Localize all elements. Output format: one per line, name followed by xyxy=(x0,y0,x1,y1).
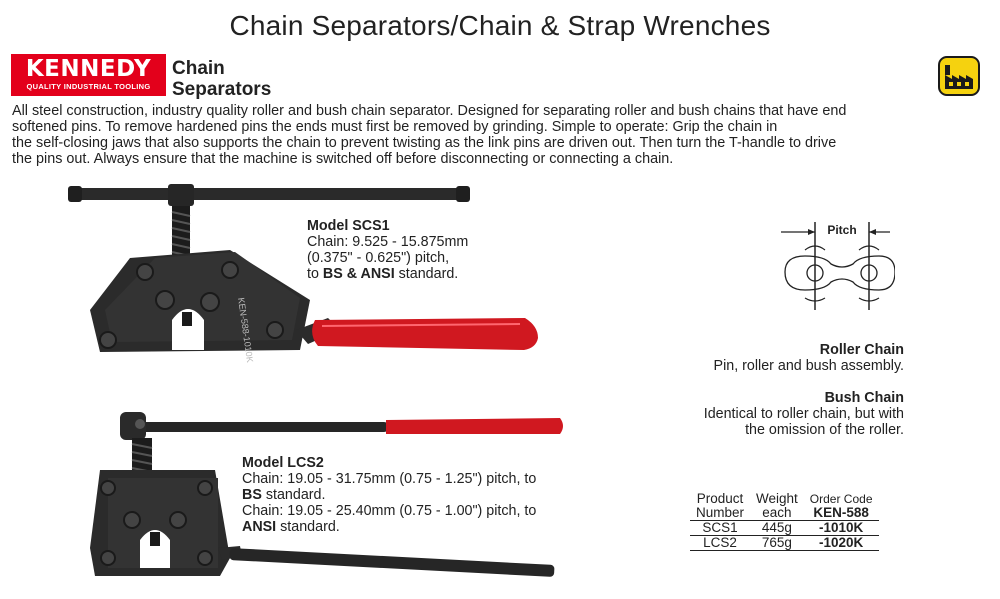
model-scs1-line: to BS & ANSI standard. xyxy=(307,266,459,282)
model-lcs2-title: Model LCS2 xyxy=(242,455,324,471)
model-scs1-line: Chain: 9.525 - 15.875mm xyxy=(307,234,469,250)
page-title: Chain Separators/Chain & Strap Wrenches xyxy=(229,10,771,41)
model-lcs2-line: Chain: 19.05 - 25.40mm (0.75 - 1.00") pitch, to xyxy=(242,503,537,519)
bush-chain-desc: the omission of the roller. xyxy=(745,422,904,438)
cell-product: SCS1 xyxy=(690,521,750,536)
cell-code: -1010K xyxy=(804,521,879,536)
bush-chain-title: Bush Chain xyxy=(824,390,904,406)
header-product: Product Number xyxy=(696,491,745,520)
model-lcs2-block xyxy=(242,455,536,535)
tool-engraving: KEN-588-1010K xyxy=(236,296,256,364)
roller-chain-block xyxy=(714,342,904,374)
model-lcs2-line: ANSI standard. xyxy=(242,519,340,535)
model-lcs2-line: BS standard. xyxy=(242,487,326,503)
table-row xyxy=(690,536,879,551)
logo-tagline: QUALITY INDUSTRIAL TOOLING xyxy=(26,82,151,91)
intro-line: the pins out. Always ensure that the machine is switched off before disconnecting or connecting a chain. xyxy=(12,151,674,167)
model-scs1-block xyxy=(307,218,468,282)
table-row xyxy=(690,521,879,536)
model-scs1-line: (0.375" - 0.625") pitch, xyxy=(307,250,450,266)
section-title-line1: Chain xyxy=(172,58,225,79)
roller-chain-title: Roller Chain xyxy=(819,342,904,358)
cell-code: -1020K xyxy=(804,536,879,551)
roller-chain-diagram xyxy=(775,220,895,320)
intro-line: softened pins. To remove hardened pins the ends must first be removed by grinding. Simple to operate: Grip the chain in xyxy=(12,119,778,135)
intro-line: All steel construction, industry quality roller and bush chain separator. Designed for separating roller and bush chains that have end xyxy=(12,103,847,119)
logo-brand: KENNEDY xyxy=(25,56,152,82)
intro-paragraph xyxy=(12,103,988,167)
scs1-tool-image xyxy=(60,180,550,370)
spec-table xyxy=(690,492,879,551)
pitch-label: Pitch xyxy=(827,223,857,237)
kennedy-logo xyxy=(11,54,166,96)
bush-chain-block xyxy=(704,390,904,438)
header-weight: Weight each xyxy=(756,491,798,520)
roller-chain-desc: Pin, roller and bush assembly. xyxy=(713,358,904,374)
cell-product: LCS2 xyxy=(690,536,750,551)
spec-table-header xyxy=(690,492,879,521)
cell-weight: 445g xyxy=(750,521,804,536)
model-scs1-title: Model SCS1 xyxy=(307,218,390,234)
intro-line: the self-closing jaws that also supports the chain to prevent twisting as the link pins are driven out. Then turn the T-handle to drive xyxy=(12,135,837,151)
section-title-line2: Separators xyxy=(172,79,272,100)
model-lcs2-line: Chain: 19.05 - 31.75mm (0.75 - 1.25") pitch, to xyxy=(242,471,537,487)
section-title xyxy=(172,58,271,100)
cell-weight: 765g xyxy=(750,536,804,551)
bush-chain-desc: Identical to roller chain, but with xyxy=(703,406,904,422)
factory-icon xyxy=(938,56,980,96)
header-order-code: Order Code KEN-588 xyxy=(809,492,873,520)
